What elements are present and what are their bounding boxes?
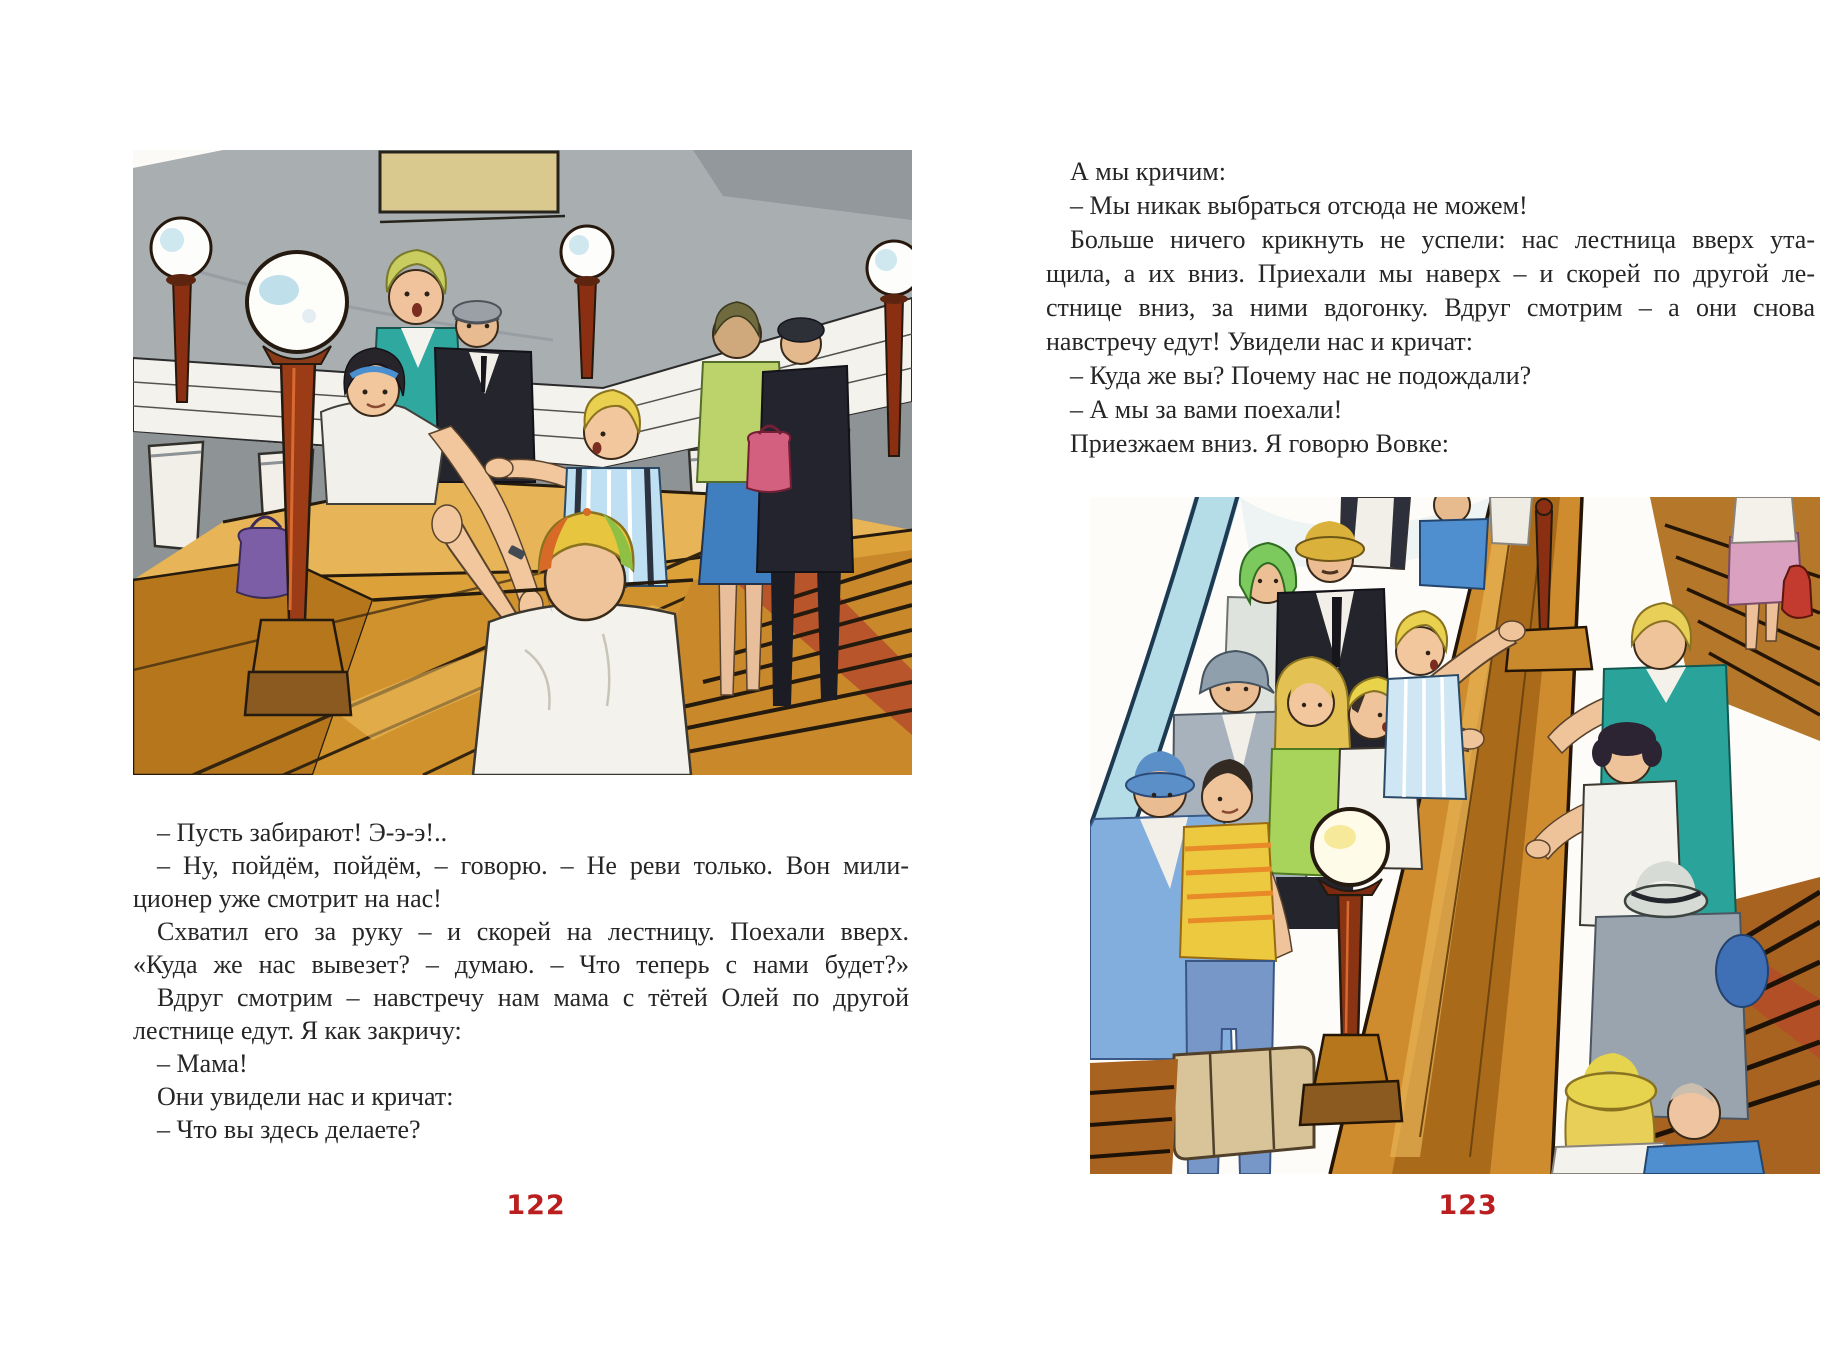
escalator-crowd-scene	[1090, 497, 1820, 1174]
text-line: Приезжаем вниз. Я говорю Вовке:	[1070, 429, 1449, 458]
right-illustration	[1090, 497, 1820, 1174]
text-line: Вдруг смотрим – навстречу нам мама с тётей Олей по другой	[157, 983, 909, 1012]
left-illustration	[133, 150, 912, 775]
page-number-right: 123	[1438, 1190, 1498, 1221]
right-text-block	[1046, 155, 1815, 461]
text-line: навстречу едут! Увидели нас и кричат:	[1046, 327, 1474, 356]
page-number-left: 122	[506, 1190, 566, 1221]
text-line: – Мы никак выбраться отсюда не можем!	[1070, 191, 1528, 220]
left-text-block	[133, 816, 909, 1146]
text-line: Они увидели нас и кричат:	[157, 1082, 454, 1111]
text-line: – А мы за вами поехали!	[1070, 395, 1343, 424]
text-line: лестнице едут. Я как закричу:	[133, 1016, 462, 1045]
hanging-sign	[380, 152, 558, 212]
text-line: – Что вы здесь делаете?	[157, 1115, 421, 1144]
right-page	[924, 0, 1848, 1371]
text-line: А мы кричим:	[1070, 157, 1226, 186]
text-line: ционер уже смотрит на нас!	[133, 884, 442, 913]
text-line: – Куда же вы? Почему нас не подождали?	[1070, 361, 1532, 390]
text-line: Больше ничего крикнуть не успели: нас лестница вверх ута-	[1070, 225, 1815, 254]
text-line: – Мама!	[157, 1049, 248, 1078]
text-line: стнице вниз, за ними вдогонку. Вдруг смотрим – а они снова	[1046, 293, 1815, 322]
text-line: Схватил его за руку – и скорей на лестницу. Поехали вверх.	[157, 917, 909, 946]
text-line: щила, а их вниз. Приехали мы наверх – и скорей по другой ле-	[1046, 259, 1815, 288]
text-line: – Ну, пойдём, пойдём, – говорю. – Не реви только. Вон мили-	[157, 851, 909, 880]
text-line: «Куда же нас вывезет? – думаю. – Что теперь с нами будет?»	[133, 950, 909, 979]
metro-hall-scene	[133, 150, 912, 775]
text-line: – Пусть забирают! Э-э-э!..	[157, 818, 448, 847]
